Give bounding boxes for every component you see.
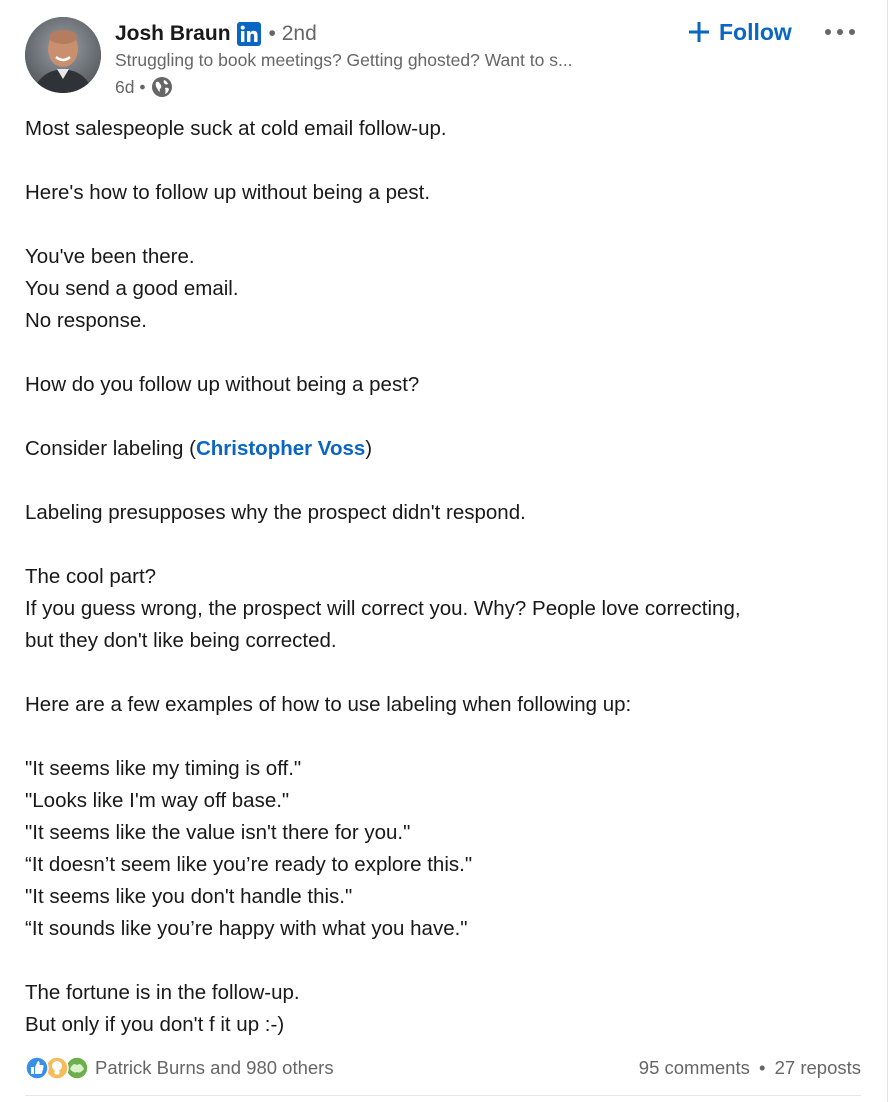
mention-suffix: )	[365, 437, 373, 460]
author-avatar[interactable]	[25, 17, 101, 93]
author-headline[interactable]: Struggling to book meetings? Getting ghosted? Want to s...	[115, 50, 573, 70]
post-line: "Looks like I'm way off base."	[25, 789, 290, 812]
author-name[interactable]: Josh Braun	[115, 22, 231, 45]
post-line: The fortune is in the follow-up.	[25, 981, 300, 1004]
mention-link-christopher-voss[interactable]: Christopher Voss	[195, 437, 366, 460]
post-time-row	[115, 74, 715, 100]
mention-prefix: Consider labeling (	[25, 437, 196, 460]
post-line: How do you follow up without being a pest?	[25, 373, 420, 396]
reposts-count[interactable]: 27 reposts	[774, 1057, 861, 1078]
divider	[25, 1095, 861, 1096]
insightful-icon	[46, 1057, 68, 1079]
follow-label: Follow	[719, 18, 792, 45]
reactors-summary[interactable]: Patrick Burns and 980 others	[95, 1057, 334, 1078]
author-meta	[115, 19, 715, 100]
support-icon	[66, 1057, 88, 1079]
post-line: No response.	[25, 309, 147, 332]
post-line: “It sounds like you’re happy with what you have."	[25, 917, 468, 940]
connection-degree: • 2nd	[268, 22, 317, 45]
post-line: "It seems like the value isn't there for you."	[25, 821, 411, 844]
post-line: Labeling presupposes why the prospect didn't respond.	[25, 501, 526, 524]
post-header	[25, 17, 870, 97]
comments-count[interactable]: 95 comments	[638, 1057, 750, 1078]
social-counts-bar	[25, 1054, 861, 1082]
more-horizontal-icon[interactable]	[822, 21, 862, 43]
post-line: Here's how to follow up without being a pest.	[25, 181, 431, 204]
engagement-counts	[639, 1057, 861, 1079]
post-line: The cool part?	[25, 565, 157, 588]
post-line: You've been there.	[25, 245, 195, 268]
linkedin-icon	[237, 22, 261, 46]
reaction-icons[interactable]	[25, 1056, 89, 1080]
post-line-mention	[25, 433, 865, 465]
post-body	[25, 113, 865, 1041]
author-name-row	[115, 19, 715, 49]
globe-icon	[151, 76, 173, 98]
avatar-photo	[25, 17, 101, 93]
post-line: "It seems like you don't handle this."	[25, 885, 353, 908]
post-line: “It doesn’t seem like you’re ready to explore this."	[25, 853, 473, 876]
counts-separator: •	[758, 1057, 766, 1078]
post-line: But only if you don't f it up :-)	[25, 1013, 285, 1036]
post-timestamp: 6d •	[115, 76, 146, 97]
like-icon	[26, 1057, 48, 1079]
post-line: You send a good email.	[25, 277, 239, 300]
post-line: Here are a few examples of how to use labeling when following up:	[25, 693, 632, 716]
follow-button[interactable]	[688, 17, 792, 47]
post-line: but they don't like being corrected.	[25, 629, 337, 652]
post-line: Most salespeople suck at cold email follow-up.	[25, 117, 447, 140]
post-line: "It seems like my timing is off."	[25, 757, 302, 780]
post-line: If you guess wrong, the prospect will correct you. Why? People love correcting,	[25, 597, 741, 620]
plus-icon	[688, 21, 710, 43]
